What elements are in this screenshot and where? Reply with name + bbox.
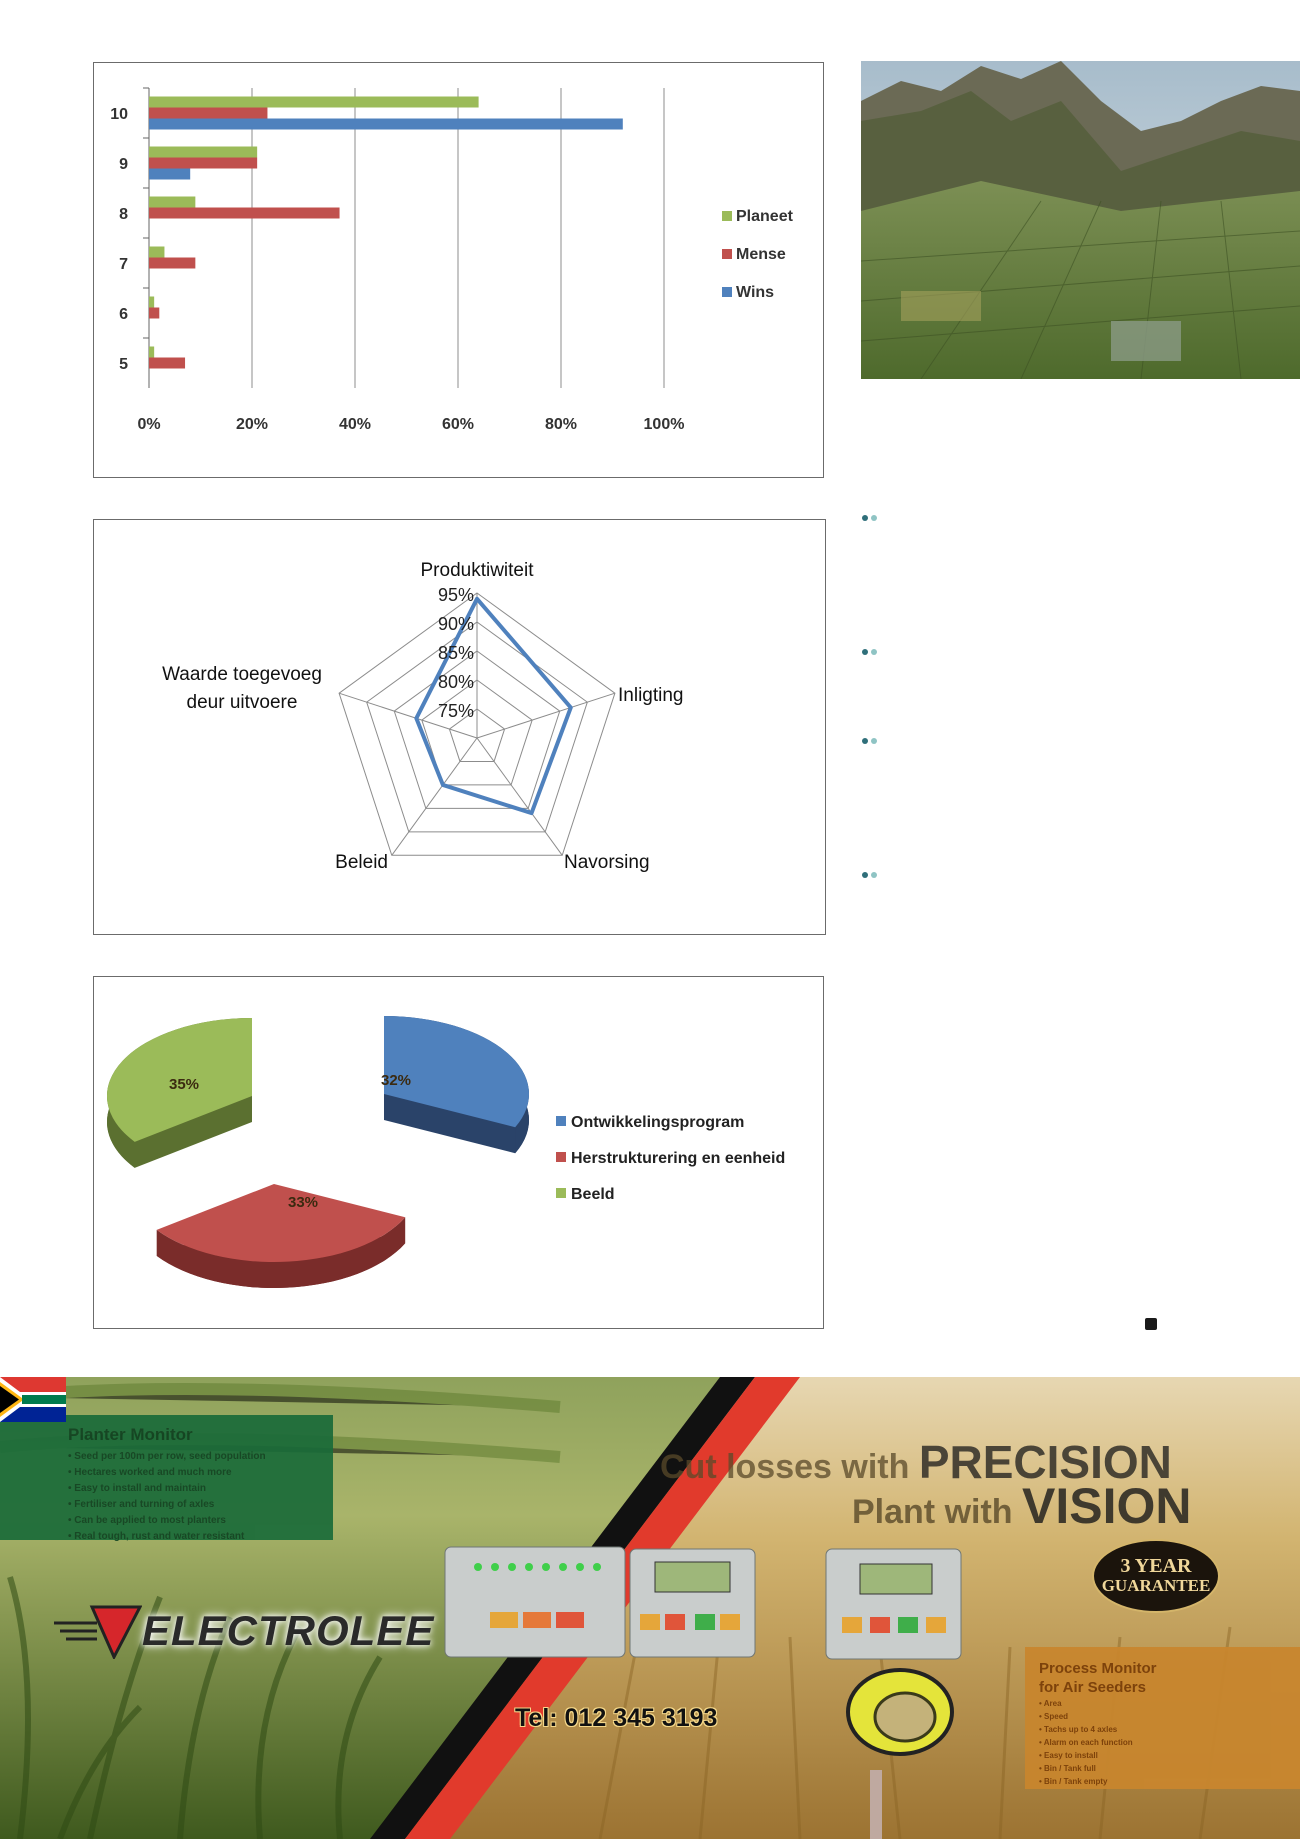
process-feature: • Tachs up to 4 axles xyxy=(1039,1723,1300,1736)
process-monitor-device xyxy=(826,1549,961,1659)
radar-spoke xyxy=(477,738,562,855)
planter-monitor-features xyxy=(68,1449,333,1545)
y-tick-label: 8 xyxy=(119,206,128,223)
pie-data-label: 32% xyxy=(380,1072,412,1089)
pie-data-label: 33% xyxy=(287,1194,319,1211)
radar-tick-label: 95% xyxy=(437,585,475,605)
y-tick-label: 9 xyxy=(119,156,128,173)
radar-tick-label: 85% xyxy=(437,643,475,663)
radar-chart xyxy=(94,520,827,936)
legend-label: Mense xyxy=(736,246,786,263)
process-monitor-title: Process Monitor xyxy=(1039,1660,1157,1677)
x-tick-label: 0% xyxy=(137,416,161,433)
bar-planeet xyxy=(149,147,257,158)
radar-axis-label: Waarde toegevoeg xyxy=(162,664,322,685)
landscape-photo xyxy=(861,61,1300,379)
pie-data-label: 35% xyxy=(168,1076,200,1093)
process-feature: • Easy to install xyxy=(1039,1749,1300,1762)
y-tick-label: 5 xyxy=(119,356,128,373)
bar-mense xyxy=(149,358,185,369)
planter-feature: • Hectares worked and much more xyxy=(68,1465,333,1481)
bullet-marker xyxy=(862,736,882,746)
guarantee-years: 3 YEAR xyxy=(1120,1555,1192,1577)
bar-mense xyxy=(149,258,195,269)
planter-feature: • Real tough, rust and water resistant xyxy=(68,1529,333,1545)
legend-label: Ontwikkelingsprogram xyxy=(571,1114,745,1131)
planter-feature: • Can be applied to most planters xyxy=(68,1513,333,1529)
bar-mense xyxy=(149,108,267,119)
tagline-prefix-1: Cut losses with xyxy=(660,1448,910,1486)
bullet-marker xyxy=(862,647,882,657)
electrolee-mark-icon xyxy=(52,1599,142,1659)
legend-label: Herstrukturering en eenheid xyxy=(571,1150,786,1167)
planter-feature: • Easy to install and maintain xyxy=(68,1481,333,1497)
bar-chart-panel xyxy=(93,62,824,478)
radar-axis-label: Inligting xyxy=(618,685,684,706)
process-feature: • Bin / Tank full xyxy=(1039,1762,1300,1775)
legend-label: Beeld xyxy=(571,1186,615,1203)
guarantee-text: GUARANTEE xyxy=(1101,1576,1211,1595)
radar-axis-label: Produktiwiteit xyxy=(420,560,534,581)
bar-chart xyxy=(94,63,825,479)
bar-mense xyxy=(149,158,257,169)
article-end-mark xyxy=(1145,1318,1157,1330)
phone-number: Tel: 012 345 3193 xyxy=(515,1704,718,1732)
legend-swatch xyxy=(556,1116,566,1126)
radar-axis-label: deur uitvoere xyxy=(186,692,298,713)
tagline-line-2 xyxy=(852,1477,1192,1535)
tagline-prefix-2: Plant with xyxy=(852,1493,1013,1531)
legend-swatch xyxy=(722,249,732,259)
guarantee-seal xyxy=(1092,1539,1220,1613)
radar-spoke xyxy=(392,738,477,855)
process-feature: • Speed xyxy=(1039,1710,1300,1723)
bar-wins xyxy=(149,169,190,180)
legend-swatch xyxy=(556,1188,566,1198)
legend-swatch xyxy=(722,287,732,297)
legend-label: Planeet xyxy=(736,208,793,225)
planter-monitor-box xyxy=(0,1415,333,1540)
process-monitor-subtitle: for Air Seeders xyxy=(1039,1679,1146,1696)
advertisement xyxy=(0,1377,1300,1839)
tagline-vision: VISION xyxy=(1022,1478,1192,1534)
bar-planeet xyxy=(149,247,164,258)
bar-mense xyxy=(149,208,340,219)
bar-planeet xyxy=(149,297,154,308)
x-tick-label: 20% xyxy=(235,416,269,433)
bar-planeet xyxy=(149,97,479,108)
bar-wins xyxy=(149,119,623,130)
planter-feature: • Seed per 100m per row, seed population xyxy=(68,1449,333,1465)
x-tick-label: 40% xyxy=(338,416,372,433)
south-africa-flag-icon xyxy=(0,1377,66,1422)
process-feature: • Bin / Tank empty xyxy=(1039,1775,1300,1788)
radar-axis-label: Beleid xyxy=(335,852,388,873)
x-tick-label: 60% xyxy=(441,416,475,433)
bullet-marker xyxy=(862,870,882,880)
radar-tick-label: 90% xyxy=(437,614,475,634)
bar-planeet xyxy=(149,197,195,208)
tagline-precision: PRECISION xyxy=(918,1436,1172,1488)
legend-swatch xyxy=(556,1152,566,1162)
radar-tick-label: 80% xyxy=(437,672,475,692)
y-tick-label: 7 xyxy=(119,256,128,273)
y-tick-label: 6 xyxy=(119,306,128,323)
radar-axis-label: Navorsing xyxy=(564,852,650,873)
planter-monitor-device xyxy=(445,1547,755,1657)
bar-planeet xyxy=(149,347,154,358)
pie-chart-panel xyxy=(93,976,824,1329)
y-tick-label: 10 xyxy=(110,106,128,123)
radar-spoke xyxy=(477,693,615,738)
bullet-marker xyxy=(862,513,882,523)
planter-feature: • Fertiliser and turning of axles xyxy=(68,1497,333,1513)
electrolee-logo xyxy=(52,1599,435,1659)
radar-tick-label: 75% xyxy=(437,701,475,721)
process-monitor-box xyxy=(1025,1647,1300,1789)
legend-label: Wins xyxy=(736,284,775,301)
bar-mense xyxy=(149,308,159,319)
radar-chart-panel xyxy=(93,519,826,935)
process-feature: • Area xyxy=(1039,1697,1300,1710)
x-tick-label: 80% xyxy=(544,416,578,433)
legend-swatch xyxy=(722,211,732,221)
x-tick-label: 100% xyxy=(643,416,685,433)
brand-name: ELECTROLEE xyxy=(142,1607,435,1654)
process-feature: • Alarm on each function xyxy=(1039,1736,1300,1749)
process-monitor-features xyxy=(1039,1697,1300,1788)
planter-monitor-title: Planter Monitor xyxy=(68,1425,193,1444)
pie-chart xyxy=(94,977,825,1330)
